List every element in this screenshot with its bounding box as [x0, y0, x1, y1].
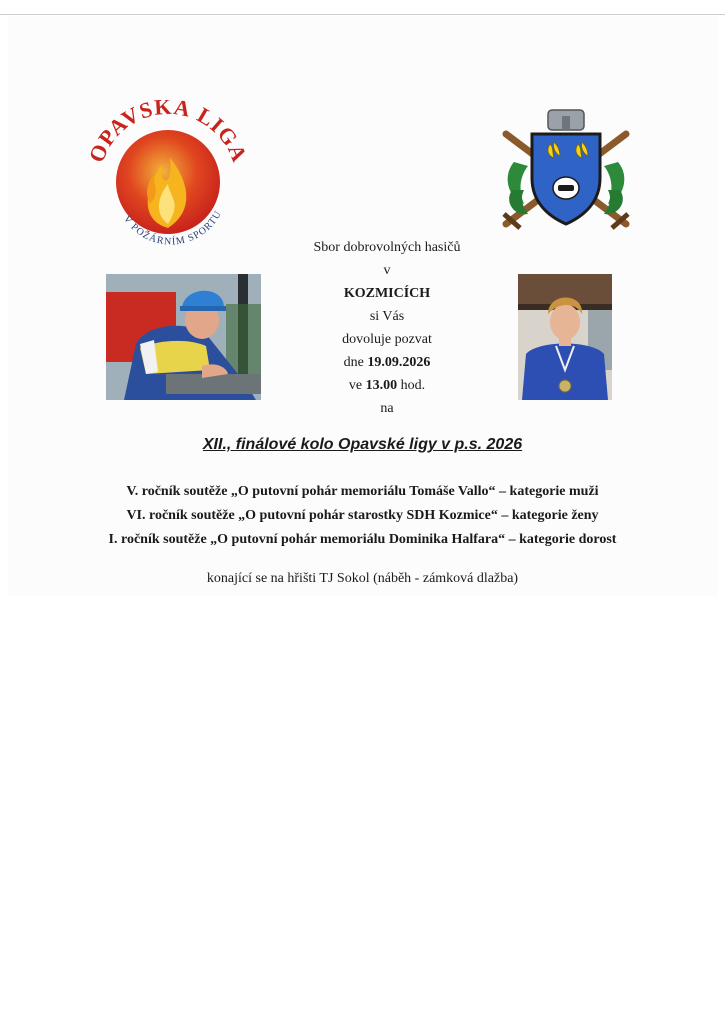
preposition-v: v	[383, 263, 391, 278]
competition-men: V. ročník soutěže „O putovní pohár memoriálu Tomáše Vallo“ – kategorie muži	[126, 484, 599, 499]
venue-line: konající se na hřišti TJ Sokol (náběh - zámková dlažba)	[206, 571, 519, 586]
event-date: 19.09.2026	[367, 355, 431, 370]
event-time: 13.00	[365, 378, 398, 393]
firefighter-photo	[106, 274, 261, 400]
logo-bottom-text: V POŽÁRNÍM SPORTU	[120, 208, 225, 248]
scan-edge-line	[0, 14, 725, 15]
village-name: KOZMICÍCH	[343, 286, 431, 301]
event-headline: XII., finálové kolo Opavské ligy v p.s. 2026	[202, 436, 523, 453]
coat-of-arms	[494, 106, 638, 238]
invite-line-si-vas: si Vás	[369, 309, 405, 324]
event-date-line	[282, 351, 492, 374]
preposition-na: na	[380, 401, 394, 416]
invite-line-dovoluje: dovoluje pozvat	[342, 332, 432, 347]
youth-portrait-photo	[518, 274, 612, 400]
invitation-text	[282, 236, 492, 420]
time-suffix: hod.	[400, 378, 426, 393]
event-time-line	[282, 374, 492, 397]
organizer-line: Sbor dobrovolných hasičů	[313, 240, 461, 255]
competition-women: VI. ročník soutěže „O putovní pohár starostky SDH Kozmice“ – kategorie ženy	[126, 508, 599, 523]
opavska-liga-logo	[88, 100, 248, 250]
competition-list	[0, 480, 725, 552]
competition-juniors: I. ročník soutěže „O putovní pohár memoriálu Dominika Halfara“ – kategorie dorost	[108, 532, 617, 547]
time-prefix: ve	[348, 378, 363, 393]
date-prefix: dne	[343, 355, 364, 370]
logo-top-text: PAVSKÁ LIG	[93, 100, 244, 152]
